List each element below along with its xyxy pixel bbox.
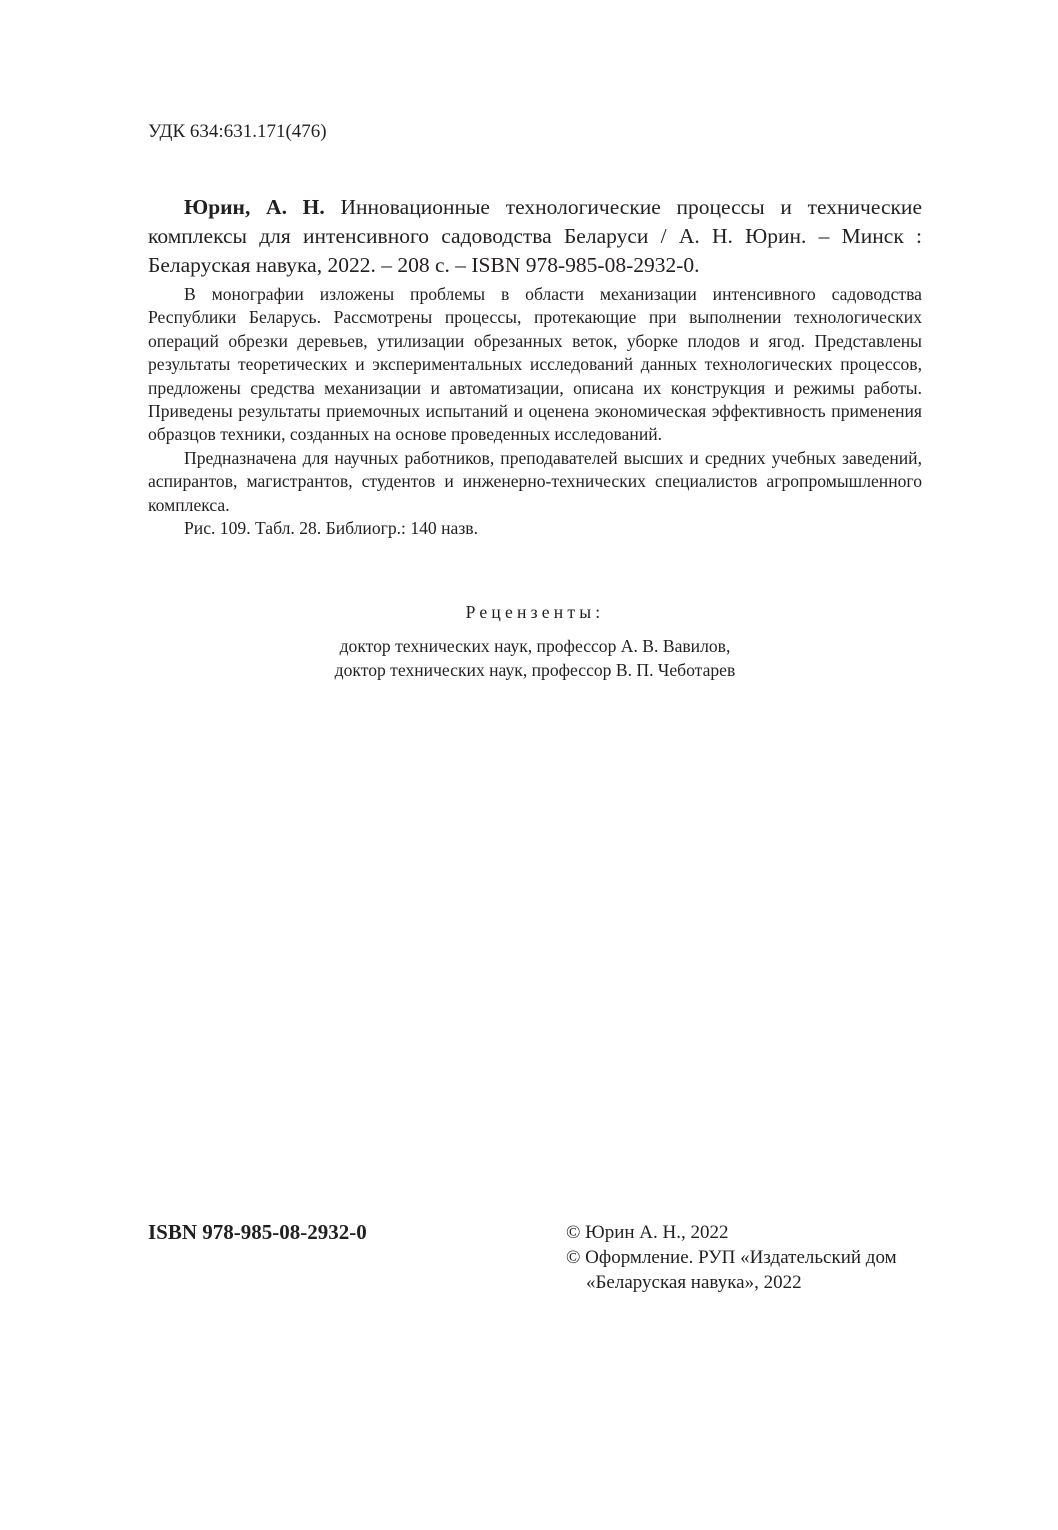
- reviewer-2: доктор технических наук, профессор В. П. Чеботарев: [334, 659, 736, 680]
- abstract: [148, 283, 922, 540]
- copyright-author: © Юрин А. Н., 2022: [566, 1222, 729, 1243]
- reviewer-1: доктор технических наук, профессор А. В. Вавилов,: [339, 636, 731, 657]
- reviewers-block: [148, 601, 922, 682]
- abstract-paragraph-2: Предназначена для научных работников, преподавателей высших и средних учебных заведений, аспирантов, магистрантов, студентов и инженерно-технических специалистов агропромышленного комплекса.: [148, 447, 922, 515]
- copyright-block: [566, 1220, 897, 1295]
- bibliographic-description: Инновационные технологические процессы и технические комплексы для интенсивного садоводства Беларуси / А. Н. Юрин. – Минск : Беларуская навука, 2022. – 208 с. – ISBN 978-985-08-2932-0.: [148, 195, 922, 277]
- copyright-publisher: «Беларуская навука», 2022: [586, 1272, 802, 1293]
- reviewers-heading: Рецензенты:: [465, 602, 605, 622]
- abstract-stats: Рис. 109. Табл. 28. Библиогр.: 140 назв.: [184, 518, 478, 539]
- bibliographic-record: [148, 193, 922, 280]
- isbn: ISBN 978-985-08-2932-0: [148, 1220, 367, 1244]
- author-name: Юрин, А. Н.: [184, 195, 325, 219]
- udk-code: УДК 634:631.171(476): [148, 121, 327, 142]
- copyright-design: © Оформление. РУП «Издательский дом: [566, 1247, 897, 1268]
- abstract-paragraph-1: В монографии изложены проблемы в области механизации интенсивного садоводства Республики Беларусь. Рассмотрены процессы, протекающие при выполнении технологических операций обрезки деревьев, утилизации обрезанных веток, уборке плодов и ягод. Представлены результаты теоретических и экспериментальных исследований данных технологических процессов, предложены средства механизации и автоматизации, описана их конструкция и режимы работы. Приведены результаты приемочных испытаний и оценена экономическая эффективность применения образцов техники, созданных на основе проведенных исследований.: [148, 284, 922, 445]
